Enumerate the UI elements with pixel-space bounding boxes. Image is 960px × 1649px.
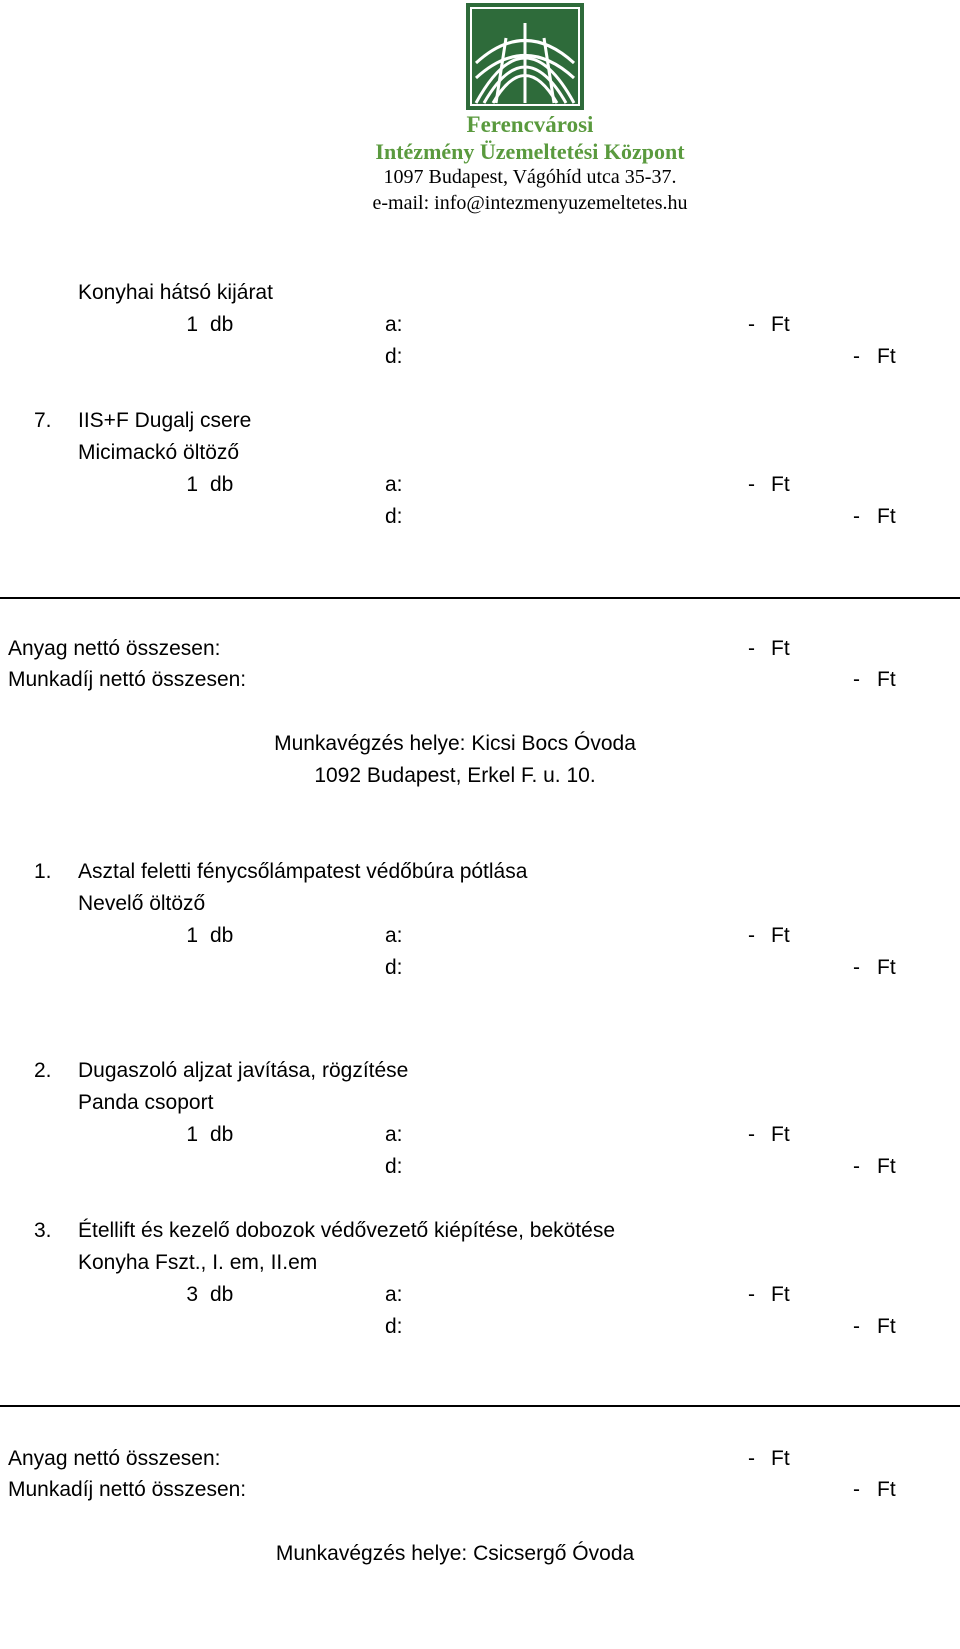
item-quantity: 3 bbox=[186, 1283, 198, 1306]
material-label: a: bbox=[385, 1123, 403, 1146]
material-dash: - bbox=[748, 924, 755, 947]
material-total-label: Anyag nettó összesen: bbox=[8, 1447, 221, 1470]
organization-logo bbox=[466, 3, 584, 110]
section-divider bbox=[0, 1405, 960, 1407]
material-label: a: bbox=[385, 924, 403, 947]
material-currency: Ft bbox=[771, 473, 790, 496]
item-unit: db bbox=[210, 924, 234, 947]
item-quantity: 1 bbox=[186, 924, 198, 947]
org-email: e-mail: info@intezmenyuzemeltetes.hu bbox=[372, 192, 688, 214]
item-unit: db bbox=[210, 1123, 234, 1146]
org-name-line2: Intézmény Üzemeltetési Központ bbox=[375, 139, 685, 164]
labor-dash: - bbox=[853, 345, 860, 368]
labor-currency: Ft bbox=[877, 956, 896, 979]
material-dash: - bbox=[748, 473, 755, 496]
material-label: a: bbox=[385, 313, 403, 336]
worksite-heading: Munkavégzés helye: Kicsi Bocs Óvoda bbox=[274, 732, 636, 755]
item-location: Konyhai hátsó kijárat bbox=[78, 281, 273, 304]
material-currency: Ft bbox=[771, 1283, 790, 1306]
material-total-currency: Ft bbox=[771, 1447, 790, 1470]
section-divider bbox=[0, 597, 960, 599]
item-quantity: 1 bbox=[186, 313, 198, 336]
material-total-currency: Ft bbox=[771, 637, 790, 660]
item-title: Étellift és kezelő dobozok védővezető kiépítése, bekötése bbox=[78, 1219, 615, 1242]
labor-label: d: bbox=[385, 1155, 403, 1178]
labor-total-dash: - bbox=[853, 668, 860, 691]
item-number: 3. bbox=[34, 1219, 52, 1242]
item-unit: db bbox=[210, 1283, 234, 1306]
material-currency: Ft bbox=[771, 1123, 790, 1146]
item-location: Panda csoport bbox=[78, 1091, 214, 1114]
item-unit: db bbox=[210, 473, 234, 496]
material-currency: Ft bbox=[771, 924, 790, 947]
material-currency: Ft bbox=[771, 313, 790, 336]
item-number: 7. bbox=[34, 409, 52, 432]
item-location: Micimackó öltöző bbox=[78, 441, 240, 464]
labor-label: d: bbox=[385, 1315, 403, 1338]
labor-dash: - bbox=[853, 1155, 860, 1178]
item-quantity: 1 bbox=[186, 473, 198, 496]
labor-label: d: bbox=[385, 956, 403, 979]
worksite-address: 1092 Budapest, Erkel F. u. 10. bbox=[314, 764, 596, 787]
labor-total-label: Munkadíj nettó összesen: bbox=[8, 668, 247, 691]
item-number: 2. bbox=[34, 1059, 52, 1082]
labor-dash: - bbox=[853, 956, 860, 979]
labor-total-currency: Ft bbox=[877, 668, 896, 691]
material-dash: - bbox=[748, 313, 755, 336]
item-location: Konyha Fszt., I. em, II.em bbox=[78, 1251, 318, 1274]
material-dash: - bbox=[748, 1283, 755, 1306]
item-number: 1. bbox=[34, 860, 52, 883]
item-title: IIS+F Dugalj csere bbox=[78, 409, 252, 432]
labor-total-dash: - bbox=[853, 1478, 860, 1501]
org-address: 1097 Budapest, Vágóhíd utca 35-37. bbox=[383, 166, 677, 188]
labor-total-currency: Ft bbox=[877, 1478, 896, 1501]
org-name-line1: Ferencvárosi bbox=[466, 112, 594, 137]
item-title: Asztal feletti fénycsőlámpatest védőbúra pótlása bbox=[78, 860, 528, 883]
labor-total-label: Munkadíj nettó összesen: bbox=[8, 1478, 247, 1501]
labor-label: d: bbox=[385, 505, 403, 528]
material-label: a: bbox=[385, 473, 403, 496]
labor-dash: - bbox=[853, 1315, 860, 1338]
item-location: Nevelő öltöző bbox=[78, 892, 206, 915]
labor-currency: Ft bbox=[877, 505, 896, 528]
material-total-dash: - bbox=[748, 1447, 755, 1470]
item-quantity: 1 bbox=[186, 1123, 198, 1146]
labor-dash: - bbox=[853, 505, 860, 528]
material-total-label: Anyag nettó összesen: bbox=[8, 637, 221, 660]
worksite-heading: Munkavégzés helye: Csicsergő Óvoda bbox=[275, 1542, 635, 1565]
labor-currency: Ft bbox=[877, 345, 896, 368]
labor-label: d: bbox=[385, 345, 403, 368]
item-title: Dugaszoló aljzat javítása, rögzítése bbox=[78, 1059, 409, 1082]
labor-currency: Ft bbox=[877, 1315, 896, 1338]
material-dash: - bbox=[748, 1123, 755, 1146]
labor-currency: Ft bbox=[877, 1155, 896, 1178]
material-label: a: bbox=[385, 1283, 403, 1306]
item-unit: db bbox=[210, 313, 234, 336]
material-total-dash: - bbox=[748, 637, 755, 660]
